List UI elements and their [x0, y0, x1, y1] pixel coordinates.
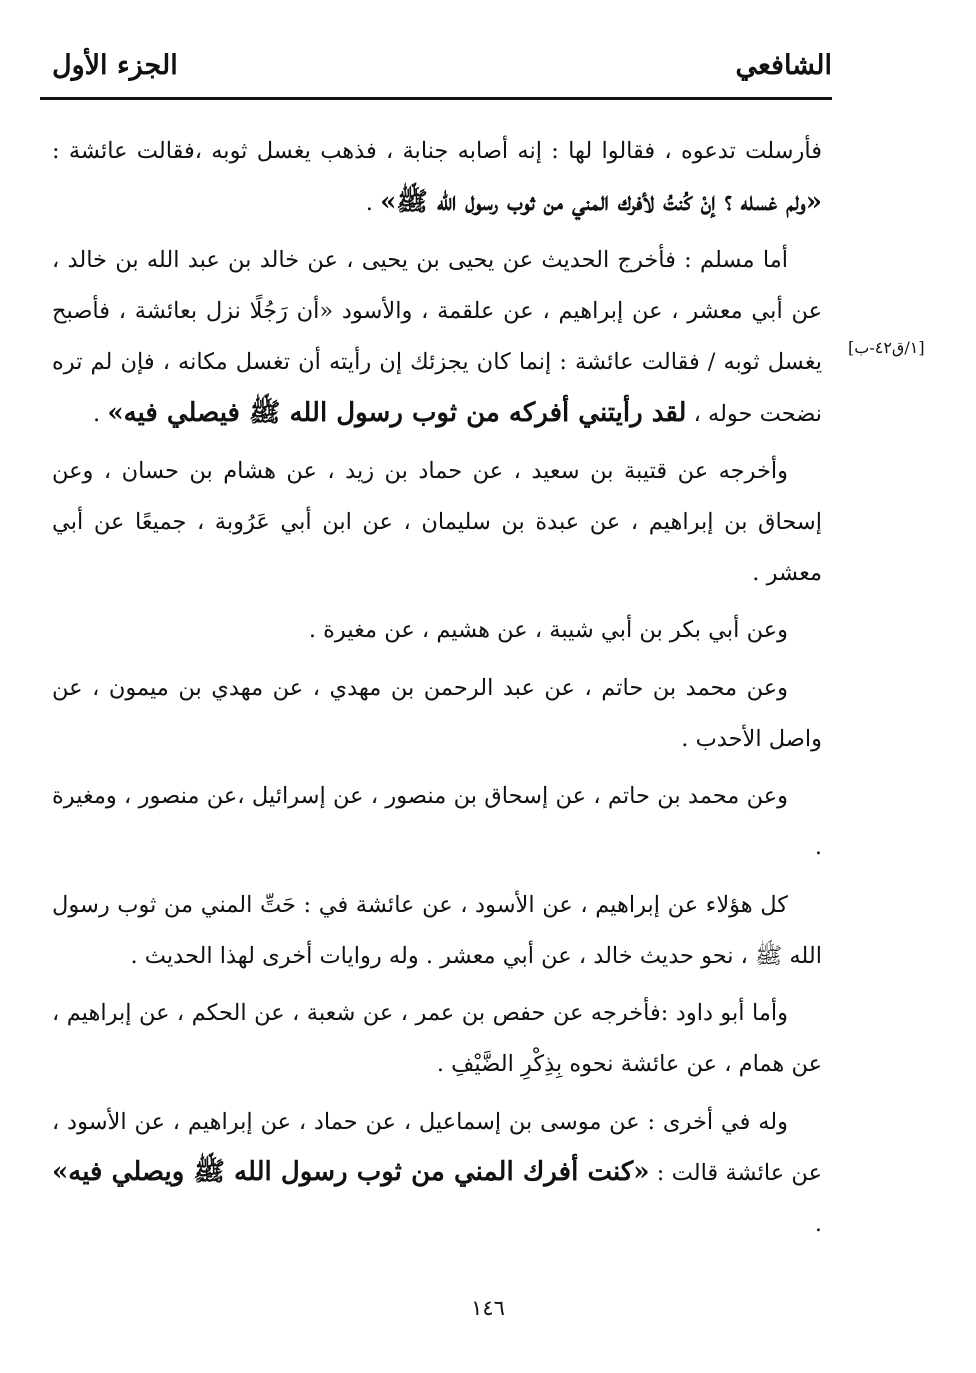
- manuscript-folio-note: [١/ق٤٢-ب]: [848, 338, 925, 357]
- paragraph: كل هؤلاء عن إبراهيم ، عن الأسود ، عن عائشة في : حَتِّ المني من ثوب رسول الله ﷺ ، نحو حديث خالد ، عن أبي معشر . وله روايات أخرى لهذا الحديث .: [52, 891, 822, 969]
- header-rule: [40, 97, 832, 100]
- running-header: [40, 50, 832, 100]
- hadith-text: لقد رأيتني أفركه من ثوب رسول الله ﷺ فيصلي فيه»: [107, 397, 687, 428]
- hadith-text: «ولم غسله ؟ إنْ كُنتُ لأفرك المني من ثوب رسول الله ﷺ»: [380, 186, 822, 217]
- page-number: ١٤٦: [471, 1296, 505, 1320]
- paragraph: وعن أبي بكر بن أبي شيبة ، عن هشيم ، عن مغيرة .: [308, 617, 788, 644]
- page-body: [52, 126, 822, 1257]
- running-title-left: الجزء الأول: [52, 50, 178, 81]
- paragraph: فأرسلت تدعوه ، فقالوا لها : إنه أصابه جنابة ، فذهب يغسل ثوبه ،فقالت عائشة : «ولم غسله ؟ إنْ كُنتُ لأفرك المني من ثوب رسول الله ﷺ» .: [52, 138, 822, 217]
- paragraph: وله في أخرى : عن موسى بن إسماعيل ، عن حماد ، عن إبراهيم ، عن الأسود ، عن عائشة قالت : «كنت أفرك المني من ثوب رسول الله ﷺ ويصلي فيه» .: [52, 1108, 822, 1238]
- paragraph: وعن محمد بن حاتم ، عن عبد الرحمن بن مهدي ، عن مهدي بن ميمون ، عن واصل الأحدب .: [52, 675, 822, 752]
- hadith-text: «كنت أفرك المني من ثوب رسول الله ﷺ ويصلي فيه»: [52, 1157, 650, 1188]
- paragraph: وأخرجه عن قتيبة بن سعيد ، عن حماد بن زيد ، عن هشام بن حسان ، وعن إسحاق بن إبراهيم ، عن عبدة بن سليمان ، عن ابن أبي عَرُوبة ، جميعًا عن أبي معشر .: [52, 458, 822, 586]
- paragraph: وأما أبو داود :فأخرجه عن حفص بن عمر ، عن شعبة ، عن الحكم ، عن إبراهيم ، عن همام ، عن عائشة نحوه بِذِكْرِ الضَّيْفِ .: [52, 1000, 822, 1077]
- paragraph: وعن محمد بن حاتم ، عن إسحاق بن منصور ، عن إسرائيل ،عن منصور ، ومغيرة .: [52, 783, 822, 861]
- running-title-right: الشافعي: [735, 50, 832, 81]
- paragraph: أما مسلم : فأخرج الحديث عن يحيى بن يحيى ، عن خالد بن عبد الله بن خالد ، عن أبي معشر ، عن إبراهيم ، عن علقمة ، والأسود «أن رَجُلًا نزل بعائشة ، فأصبح يغسل ثوبه / فقالت عائشة : إنما كان يجزئك إن رأيته أن تغسل مكانه ، فإن لم تره نضحت حوله ، لقد رأيتني أفركه من ثوب رسول الله ﷺ فيصلي فيه» .: [52, 247, 822, 428]
